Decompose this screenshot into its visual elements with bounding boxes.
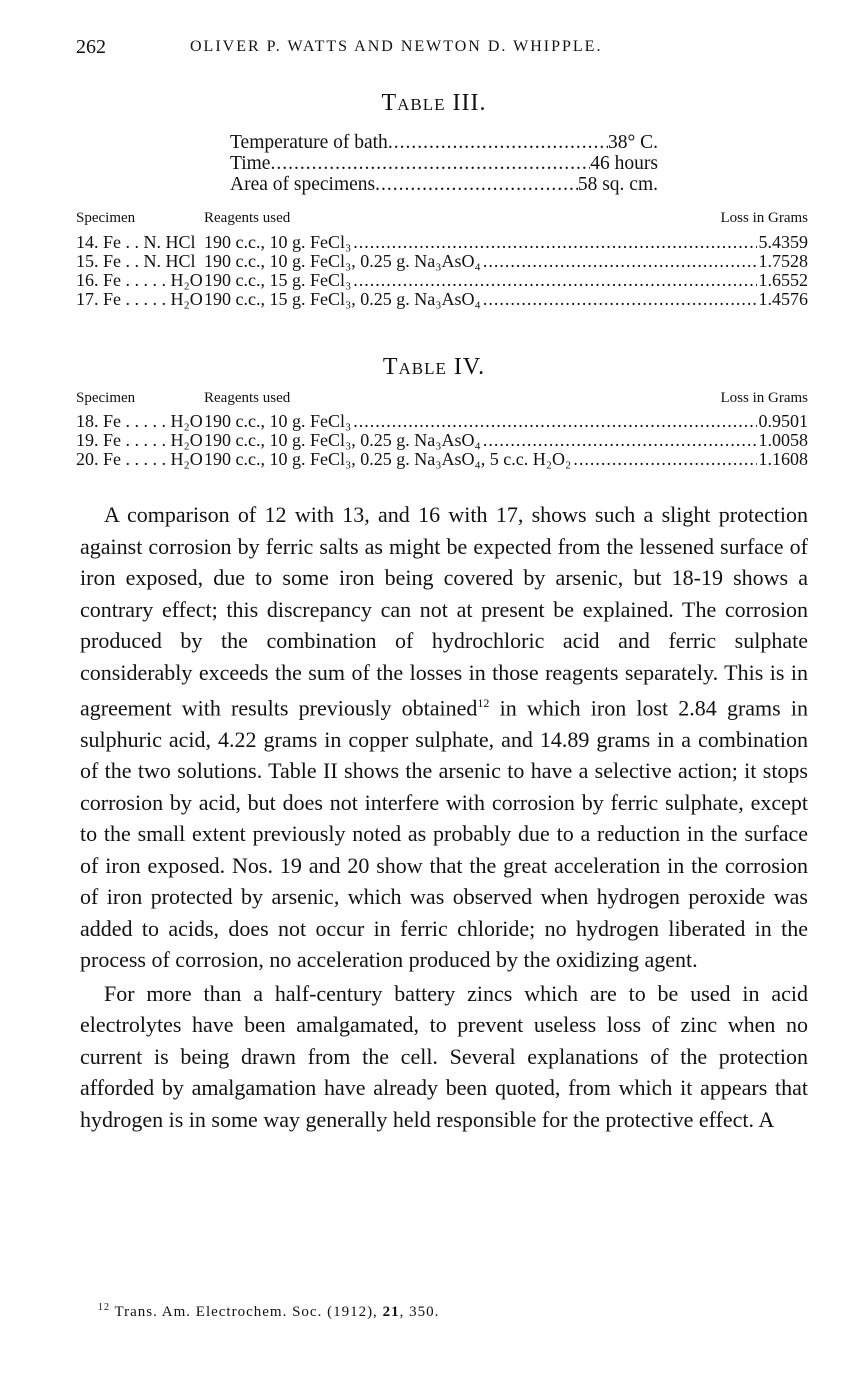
column-header-reagents: Reagents used	[204, 390, 291, 406]
page-number: 262	[76, 36, 106, 58]
reagents-cell: 190 c.c., 10 g. FeCl₃	[204, 232, 352, 252]
specimen-cell: 20. Fe . . . . . H₂O	[76, 449, 203, 469]
param-value: 46 hours	[590, 153, 658, 174]
specimen-cell: 14. Fe . . N. HCl	[76, 232, 196, 252]
reagents-cell: 190 c.c., 15 g. FeCl₃, 0.25 g. Na₃AsO₄	[204, 289, 481, 309]
table-row	[76, 431, 808, 450]
dot-leader	[353, 271, 756, 290]
column-header-specimen: Specimen	[76, 210, 136, 226]
table-row	[76, 233, 808, 252]
dot-leader	[483, 290, 757, 309]
column-header-specimen: Specimen	[76, 390, 136, 406]
param-label: Area of specimens	[230, 174, 376, 195]
param-label: Temperature of bath	[230, 132, 388, 153]
table-row	[76, 271, 808, 290]
specimen-cell: 19. Fe . . . . . H₂O	[76, 430, 203, 450]
loss-cell: 1.7528	[758, 251, 808, 271]
specimen-cell: 17. Fe . . . . . H₂O	[76, 289, 203, 309]
loss-cell: 1.1608	[758, 449, 808, 469]
dot-leader	[353, 412, 756, 431]
footnote	[98, 1302, 439, 1321]
param-value: 38° C.	[607, 132, 658, 153]
dot-leader	[388, 132, 608, 153]
loss-cell: 1.6552	[758, 270, 808, 290]
table-row	[76, 450, 808, 469]
dot-leader	[353, 233, 756, 252]
footnote-pages: , 350.	[399, 1304, 440, 1320]
footnote-volume: 21	[382, 1304, 400, 1320]
param-row	[230, 174, 670, 195]
paragraph-text: in which iron lost 2.84 grams in sulphuric acid, 4.22 grams in copper sulphate, and 14.89 grams in a combination of the two solutions. Table II shows the arsenic to have a selective action; it stops corrosion by acid, but does not interfere with corrosion by ferric sulphate, except to the small extent previously noted as probably due to a reduction in the surface of iron exposed. Nos. 19 and 20 show that the great acceleration in the corrosion of iron protected by arsenic, which was observed when hydrogen peroxide was added to acids, does not occur in ferric chloride; no hydrogen liberated in the process of corrosion, no acceleration produced by the oxidizing agent.	[80, 695, 808, 973]
column-header-reagents: Reagents used	[204, 210, 291, 226]
specimen-cell: 16. Fe . . . . . H₂O	[76, 270, 203, 290]
dot-leader	[573, 450, 756, 469]
table-3-header	[76, 210, 808, 228]
footnote-marker: 12	[98, 1302, 110, 1313]
loss-cell: 5.4359	[758, 232, 808, 252]
table-4-header	[76, 390, 808, 408]
table-4-body	[76, 412, 808, 469]
loss-cell: 1.4576	[758, 289, 808, 309]
param-row	[230, 132, 670, 153]
param-value: 58 sq. cm.	[577, 174, 658, 195]
specimen-cell: 15. Fe . . N. HCl	[76, 251, 196, 271]
loss-cell: 1.0058	[758, 430, 808, 450]
param-label: Time	[230, 153, 271, 174]
paragraph-text: A comparison of 12 with 13, and 16 with 17, shows such a slight protection against corrosion by ferric salts as might be expected from the lessened surface of iron exposed, due to some iron being covered by arsenic, but 18-19 shows a contrary effect; this discrepancy can not at present be explained. The corrosion produced by the combination of hydrochloric acid and ferric sulphate considerably exceeds the sum of the losses in those reagents separately. This is in agreement with results previously obtained	[80, 502, 808, 721]
footnote-text: Trans. Am. Electrochem. Soc. (1912),	[110, 1304, 383, 1320]
column-header-loss: Loss in Grams	[720, 210, 808, 226]
reagents-cell: 190 c.c., 10 g. FeCl₃	[204, 411, 352, 431]
body-text	[80, 499, 808, 1135]
reagents-cell: 190 c.c., 10 g. FeCl₃, 0.25 g. Na₃AsO₄	[204, 251, 481, 271]
reagents-cell: 190 c.c., 10 g. FeCl₃, 0.25 g. Na₃AsO₄	[204, 430, 481, 450]
dot-leader	[483, 431, 757, 450]
dot-leader	[483, 252, 757, 271]
running-head	[76, 36, 806, 60]
specimen-cell: 18. Fe . . . . . H₂O	[76, 411, 203, 431]
table-4-title: Table IV.	[382, 354, 486, 380]
dot-leader	[270, 153, 590, 174]
table-row	[76, 412, 808, 431]
table-3-parameters	[230, 132, 670, 195]
reagents-cell: 190 c.c., 15 g. FeCl₃	[204, 270, 352, 290]
paragraph	[80, 499, 808, 976]
column-header-loss: Loss in Grams	[720, 390, 808, 406]
loss-cell: 0.9501	[758, 411, 808, 431]
footnote-reference[interactable]: 12	[477, 696, 490, 710]
dot-leader	[375, 174, 578, 195]
table-3-title: Table III.	[381, 90, 487, 116]
reagents-cell: 190 c.c., 10 g. FeCl₃, 0.25 g. Na₃AsO₄, 5 c.c. H₂O₂	[204, 449, 572, 469]
table-row	[76, 252, 808, 271]
param-row	[230, 153, 670, 174]
table-3-body	[76, 233, 808, 309]
running-head-authors: OLIVER P. WATTS AND NEWTON D. WHIPPLE.	[190, 38, 603, 55]
paragraph: For more than a half-century battery zincs which are to be used in acid electrolytes have been amalgamated, to prevent useless loss of zinc when no current is being drawn from the cell. Several explanations of the protection afforded by amalgamation have already been quoted, from which it appears that hydrogen is in some way generally held responsible for the protective effect. A	[80, 980, 808, 1132]
table-row	[76, 290, 808, 309]
